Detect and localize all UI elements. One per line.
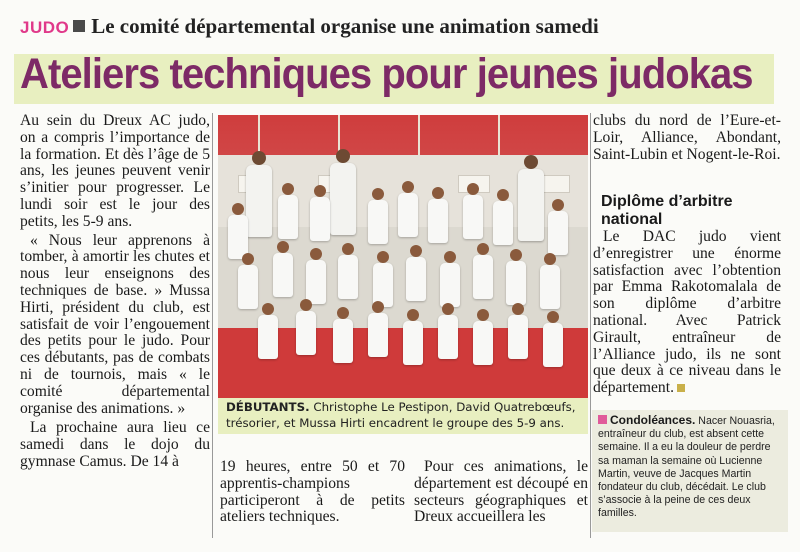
caption-label: DÉBUTANTS. xyxy=(226,400,310,414)
photo-caption xyxy=(226,400,584,431)
paragraph: La prochaine aura lieu ce samedi dans le dojo du gymnase Camus. De 14 à xyxy=(20,419,210,470)
article-column-3: Pour ces animations, le département est découpé en secteurs géographiques et Dreux accueillera les xyxy=(414,458,588,526)
square-bullet-icon xyxy=(73,20,85,32)
square-bullet-icon xyxy=(598,415,607,424)
group-photo xyxy=(218,115,588,398)
condolences-note xyxy=(598,414,784,521)
paragraph: Le DAC judo vient d’enregistrer une énorme satisfaction avec l’obtention par Emma Rakotomalala de son diplôme d’arbitre national. Avec Patrick Girault, entraîneur de l’Alliance judo, ils ne sont que deux à ce niveau dans le département. xyxy=(593,228,781,397)
condolences-label: Condoléances. xyxy=(610,413,696,427)
kicker-subtitle: Le comité départemental organise une animation samedi xyxy=(91,14,599,38)
article-column-1 xyxy=(20,113,210,471)
column-rule xyxy=(212,113,213,538)
paragraph: Au sein du Dreux AC judo, on a compris l’importance de la formation. Et dès l’âge de 5 ans, les jeunes peuvent venir s’initier pour progresser. Le lundi soir est le jour des petits, les 5-9 ans. xyxy=(20,112,210,230)
rubric-label: JUDO xyxy=(20,18,70,37)
section-subhead: Diplôme d’arbitre national xyxy=(601,193,733,228)
article-column-2: 19 heures, entre 50 et 70 apprentis-champions participeront à de petits ateliers techniques. xyxy=(220,458,405,526)
condolences-text: Nacer Nouasria, entraîneur du club, est absent cette semaine. Il a eu la douleur de perdre sa maman la semaine où Lucienne Martin, veuve de Jacques Martin fondateur du club, décédait. Le club s’associe à la peine de ces deux familles. xyxy=(598,415,775,520)
paragraph: « Nous leur apprenons à tomber, à amortir les chutes et nous leur enseignons des techniques de base. » Mussa Hirti, président du club, est satisfait de voir l’engouement des petits pour le judo. Pour ces débutants, pas de combats ni de tournois, mais « le comité départemental organise des animations. » xyxy=(20,231,210,417)
article-column-4: clubs du nord de l’Eure-et-Loir, Alliance, Abondant, Saint-Lubin et Nogent-le-Roi. xyxy=(593,112,781,163)
headline: Ateliers techniques pour jeunes judokas xyxy=(20,50,753,98)
column-rule xyxy=(590,113,591,538)
article-column-4-cont xyxy=(593,229,781,397)
caption-text: Christophe Le Pestipon, David Quatrebœufs, trésorier, et Mussa Hirti encadrent le groupe des 5-9 ans. xyxy=(226,400,576,430)
end-mark-icon xyxy=(677,384,685,392)
kicker xyxy=(20,14,599,39)
